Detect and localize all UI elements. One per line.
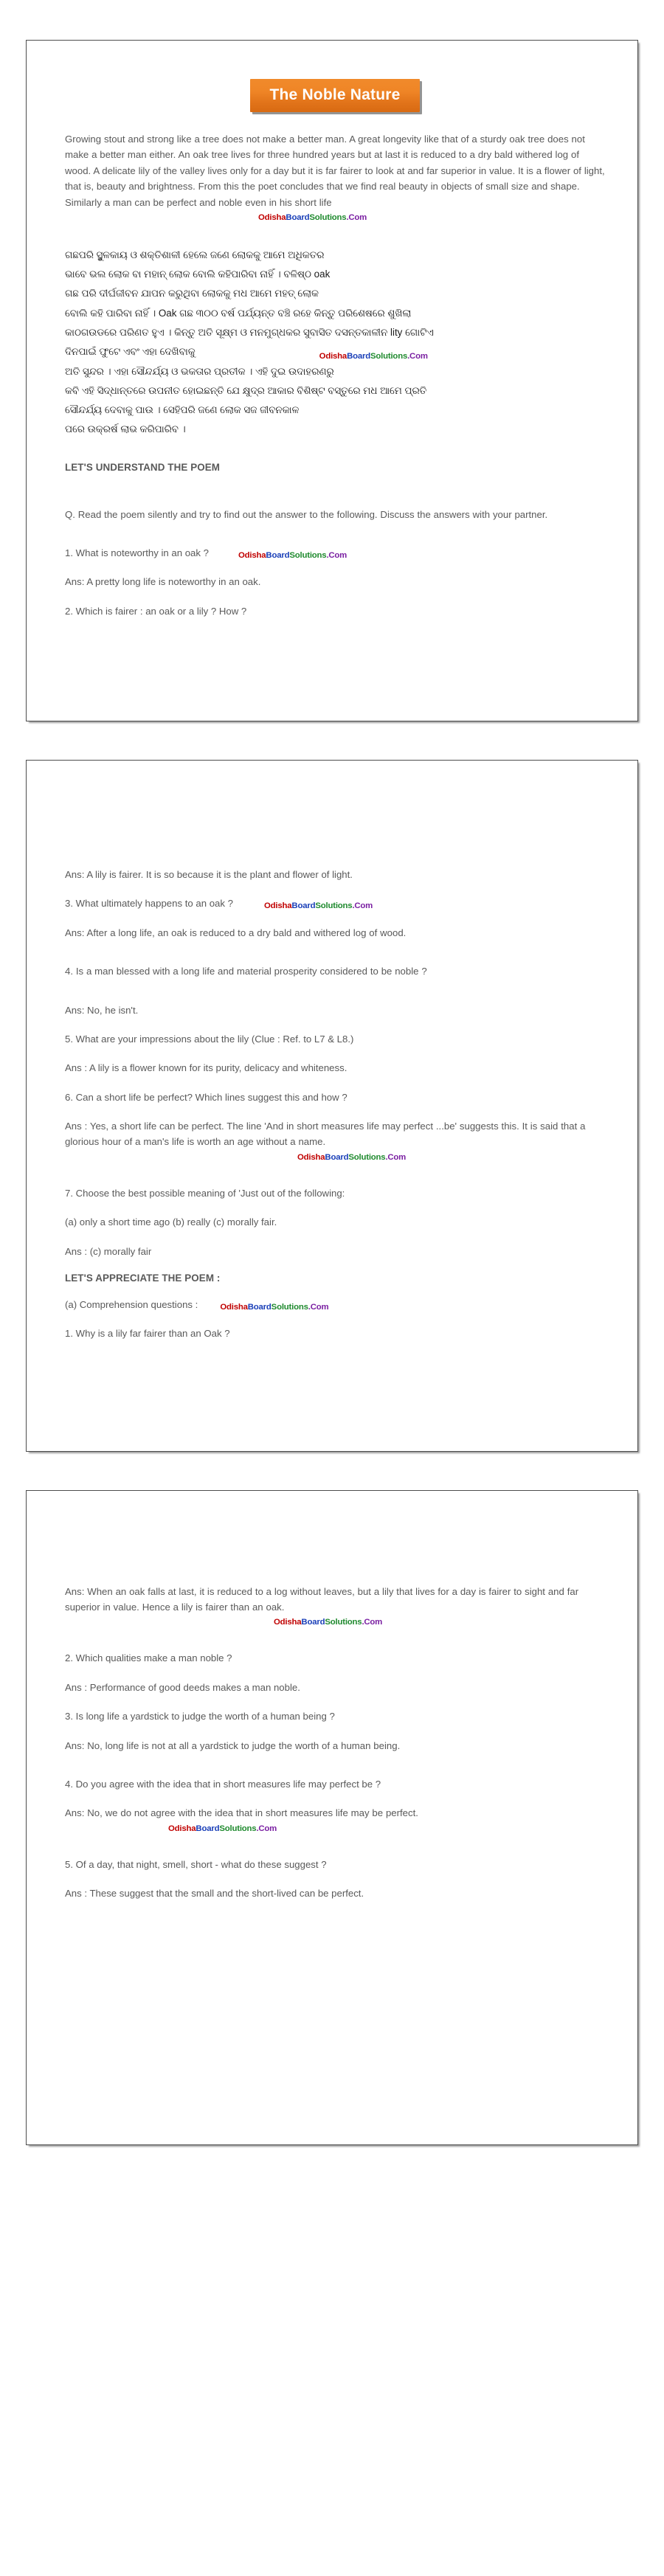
watermark-part-2: Board — [286, 212, 310, 222]
odia-line: ବୋଲି କହି ପାରିବା ନାହିଁ । Oak ଗଛ ୩୦୦ ବର୍ଷ ପର୍ଯ୍ୟନ୍ତ ବଞ୍ଚି ରହେ କିନ୍ତୁ ପରିଶେଷରେ ଶୁଖିଲା — [65, 307, 412, 319]
watermark-part-3: Solutions — [370, 352, 408, 361]
question-7: 7. Choose the best possible meaning of 'Just out of the following: — [65, 1187, 345, 1199]
spacer — [65, 1018, 605, 1031]
watermark-part-1: Odisha — [274, 1618, 302, 1627]
answer-3: Ans: After a long life, an oak is reduced to a dry bald and withered log of wood. — [65, 927, 407, 938]
top-spacer — [0, 0, 664, 40]
watermark — [238, 552, 347, 561]
watermark-part-2: Board — [301, 1618, 325, 1627]
watermark-part-3: Solutions — [325, 1618, 362, 1627]
question-11: 4. Do you agree with the idea that in short measures life may perfect be ? — [65, 1778, 381, 1790]
spacer — [65, 1163, 605, 1185]
watermark-part-3: Solutions — [289, 550, 327, 560]
answer-7: Ans : (c) morally fair — [65, 1245, 152, 1257]
watermark-part-1: Odisha — [168, 1824, 196, 1833]
odia-line: କାଠଗଉଡରେ ପରିଣତ ହୁଏ । କିନ୍ତୁ ଅତି ସୂକ୍ଷ୍ମ ଓ ମନମୁଗ୍ଧକର ସୁବାସିତ ଦସନ୍ତକାଳୀନ lity ଗୋଟିଏ — [65, 326, 434, 338]
spacer — [65, 561, 605, 574]
spacer — [65, 1259, 605, 1273]
watermark-part-4: .Com — [362, 1618, 383, 1627]
watermark — [65, 1154, 406, 1162]
title-banner-wrapper — [65, 75, 605, 131]
question-8: 1. Why is a lily far fairer than an Oak ? — [65, 1328, 230, 1340]
question-12: 5. Of a day, that night, smell, short - what do these suggest ? — [65, 1858, 327, 1870]
spacer — [65, 1725, 605, 1738]
spacer — [65, 619, 605, 699]
watermark-part-1: Odisha — [319, 352, 347, 361]
spacer — [65, 1105, 605, 1118]
spacer — [65, 1763, 605, 1776]
watermark-part-1: Odisha — [238, 550, 266, 560]
odia-line: ଅତି ସୁନ୍ଦର । ଏହା ସୌନ୍ଦର୍ଯ୍ୟ ଓ ଭକତାର ପ୍ରତୀକ । ଏହି ଦୁଇ ଉଦାହରଣରୁ — [65, 365, 334, 377]
answer-8: Ans: When an oak falls at last, it is reduced to a log without leaves, but a lily that lives for a day is fairer to sight and far superior in value. Hence a lily is fairer than an oak. — [65, 1585, 579, 1613]
section-heading-appreciate: LET'S APPRECIATE THE POEM : — [65, 1272, 221, 1284]
watermark-part-4: .Com — [407, 352, 428, 361]
spacer — [65, 1312, 605, 1326]
question-4: 4. Is a man blessed with a long life and material prosperity considered to be noble ? — [65, 966, 427, 977]
spacer — [65, 912, 605, 925]
instruction-text: Q. Read the poem silently and try to find out the answer to the following. Discuss the answers with your partner. — [65, 508, 548, 520]
watermark-part-3: Solutions — [271, 1302, 308, 1312]
watermark-part-1: Odisha — [264, 901, 292, 911]
watermark-part-4: .Com — [256, 1824, 277, 1833]
bottom-spacer — [0, 2145, 664, 2160]
answer-10: Ans: No, long life is not at all a yardstick to judge the worth of a human being. — [65, 1739, 401, 1751]
spacer — [65, 440, 605, 462]
watermark-part-1: Odisha — [258, 212, 286, 222]
spacer — [65, 590, 605, 603]
watermark-part-2: Board — [325, 1152, 349, 1162]
subsection-label: (a) Comprehension questions : — [65, 1298, 198, 1310]
odia-line-with-watermark-row — [65, 342, 605, 361]
watermark-part-2: Board — [247, 1302, 272, 1312]
odia-line: ଗଛ ପରି ଦୀର୍ଘଜୀବନ ଯାପନ କରୁଥିବା ଲୋକକୁ ମଧ ଆମେ ମହତ୍ ଲୋକ — [65, 288, 319, 300]
watermark-part-2: Board — [347, 352, 370, 361]
watermark-part-4: .Com — [352, 901, 373, 911]
answer-5: Ans : A lily is a flower known for its purity, delicacy and whiteness. — [65, 1062, 347, 1074]
odia-line: ସୌନ୍ଦର୍ଯ୍ୟ ଦେବାକୁ ପାଉ । ସେହିପରି ଜଣେ ଲୋକ ସଜ ଜୀବନକାଳ — [65, 404, 300, 416]
answer-12: Ans : These suggest that the small and the short-lived can be perfect. — [65, 1888, 364, 1900]
page-3 — [26, 1490, 638, 2146]
answer-2: Ans: A lily is fairer. It is so because it is the plant and flower of light. — [65, 869, 353, 881]
question-6: 6. Can a short life be perfect? Which lines suggest this and how ? — [65, 1091, 347, 1103]
watermark-part-4: .Com — [346, 212, 367, 222]
spacer — [65, 473, 605, 507]
odia-line: ପରେ ଉକ୍ରର୍ଷ ଲାଭ କରିପାରିବ । — [65, 423, 186, 435]
watermark — [220, 1303, 328, 1312]
watermark-part-1: Odisha — [220, 1302, 248, 1312]
question-1-row — [65, 545, 605, 561]
answer-9: Ans : Performance of good deeds makes a man noble. — [65, 1681, 300, 1693]
spacer — [65, 882, 605, 896]
spacer — [65, 1047, 605, 1060]
spacer — [65, 224, 605, 246]
watermark-part-4: .Com — [308, 1302, 329, 1312]
watermark — [264, 902, 373, 911]
spacer — [65, 1201, 605, 1214]
watermark-part-4: .Com — [385, 1152, 407, 1162]
question-9: 2. Which qualities make a man noble ? — [65, 1652, 232, 1664]
page-1 — [26, 40, 638, 721]
spacer — [65, 1628, 605, 1650]
spacer — [65, 1792, 605, 1805]
watermark — [65, 1618, 382, 1627]
question-3: 3. What ultimately happens to an oak ? — [65, 898, 233, 910]
question-3-row — [65, 896, 605, 911]
spacer — [65, 1695, 605, 1708]
watermark-part-1: Odisha — [297, 1152, 325, 1162]
question-1: 1. What is noteworthy in an oak ? — [65, 547, 209, 558]
summary-paragraph: Growing stout and strong like a tree does not make a better man. A great longevity like that of a sturdy oak tree does not make a better man either. An oak tree lives for three hundred years but at last it is reduced to a dry bald withered log of wood. A delicate lily of the valley lives only for a day but it is far fairer to look at and far superior in value. It is a flower of light, that is, beauty and brightness. From this the poet concludes that we find real beauty in objects of small size and shape. Similarly a man can be perfect and noble even in his short life — [65, 134, 605, 208]
question-2: 2. Which is fairer : an oak or a lily ? How ? — [65, 605, 247, 617]
watermark — [65, 214, 367, 222]
answer-1: Ans: A pretty long life is noteworthy in an oak. — [65, 576, 261, 588]
spacer — [65, 1835, 605, 1857]
watermark-part-2: Board — [266, 550, 290, 560]
spacer — [65, 1230, 605, 1244]
watermark-part-4: .Com — [326, 550, 347, 560]
spacer — [65, 950, 605, 963]
spacer — [65, 1076, 605, 1090]
watermark-part-3: Solutions — [315, 901, 353, 911]
question-5: 5. What are your impressions about the lily (Clue : Ref. to L7 & L8.) — [65, 1033, 354, 1045]
answer-11: Ans: No, we do not agree with the idea that in short measures life may be perfect. — [65, 1807, 418, 1819]
page-gap — [0, 721, 664, 760]
subsection-row — [65, 1297, 605, 1312]
spacer — [65, 1525, 605, 1584]
watermark-part-3: Solutions — [348, 1152, 386, 1162]
spacer — [65, 1284, 605, 1297]
watermark — [65, 1825, 277, 1833]
odia-line: ଭାବେ ଭଲ ଲୋକ ବା ମହାନ୍ ଲୋକ ବୋଲି କହିପାରିବା ନାହିଁ । ବଳିଷ୍ଠ oak — [65, 269, 331, 280]
spacer — [65, 1901, 605, 2122]
question-10: 3. Is long life a yardstick to judge the worth of a human being ? — [65, 1711, 335, 1722]
watermark-part-3: Solutions — [309, 212, 347, 222]
answer-4: Ans: No, he isn't. — [65, 1004, 139, 1016]
watermark-part-2: Board — [291, 901, 316, 911]
odia-explanation — [65, 246, 605, 440]
odia-line: ଦିନପାଇଁ ଫୁଟେ ଏବଂ ଏହା ଦେଖିବାକୁ — [65, 346, 196, 358]
spacer — [65, 1666, 605, 1680]
odia-line: ଗଛପରି ସ୍ଥୁଳକାୟ ଓ ଶକ୍ତିଶାଳୀ ହେଲେ ଜଣେ ଲୋକକୁ ଆମେ ଅଧିକତର — [65, 249, 325, 260]
spacer — [65, 1342, 605, 1429]
page-2 — [26, 760, 638, 1452]
spacer — [65, 989, 605, 1003]
watermark — [319, 353, 428, 361]
spacer — [65, 532, 605, 545]
question-7-options: (a) only a short time ago (b) really (c) morally fair. — [65, 1216, 277, 1228]
odia-line: କବି ଏହି ସିଦ୍ଧାନ୍ତରେ ଉପନୀତ ହୋଇଛନ୍ତି ଯେ କ୍ଷୁଦ୍ର ଆକାର ବିଶିଷ୍ଟ ବସ୍ତୁରେ ମଧ ଆମେ ପ୍ରତି — [65, 384, 427, 396]
spacer — [65, 1872, 605, 1886]
answer-6: Ans : Yes, a short life can be perfect. The line 'And in short measures life may perfect ...be' suggests this. It is said that a glorious hour of a man's life is worth an age without a name. — [65, 1121, 586, 1148]
spacer — [65, 794, 605, 867]
page-title: The Noble Nature — [250, 79, 419, 112]
watermark-part-2: Board — [196, 1824, 220, 1833]
watermark-part-3: Solutions — [219, 1824, 257, 1833]
page-gap — [0, 1452, 664, 1490]
section-heading-understand: LET'S UNDERSTAND THE POEM — [65, 461, 221, 473]
